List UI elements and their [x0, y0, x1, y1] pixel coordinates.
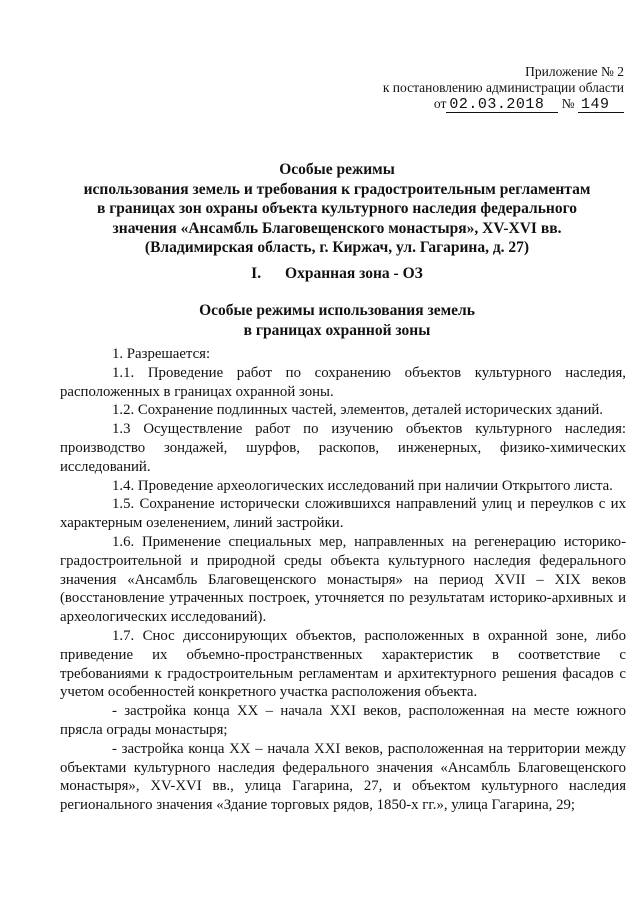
decree-date: 02.03.2018 [446, 97, 558, 113]
appendix-title: Приложение № 2 [525, 64, 624, 79]
date-prefix: от [433, 96, 447, 111]
paragraph: - застройка конца XX – начала XXI веков, расположенная на месте южного прясла ограды монастыря; [60, 703, 626, 738]
section-title: Охранная зона - ОЗ [285, 265, 423, 282]
document-body [60, 345, 626, 815]
paragraph: 1.4. Проведение археологических исследований при наличии Открытого листа. [112, 477, 613, 494]
paragraph: 1.2. Сохранение подлинных частей, элементов, деталей исторических зданий. [112, 402, 603, 419]
paragraph: 1.5. Сохранение исторически сложившихся направлений улиц и переулков с их характерным озеленением, линий застройки. [60, 496, 626, 532]
paragraph: 1. Разрешается: [112, 346, 211, 362]
paragraph: 1.3 Осуществление работ по изучению объектов культурного наследия: производство зондажей, шурфов, раскопов, инженерных, физико-химических исследований. [60, 421, 626, 475]
subtitle-line: Особые режимы использования земель [199, 302, 475, 319]
title-line: Особые режимы [279, 161, 395, 178]
title-line: (Владимирская область, г. Киржач, ул. Гагарина, д. 27) [144, 239, 530, 256]
decree-number: 149 [578, 97, 624, 113]
title-line: в границах зон охраны объекта культурного наследия федерального [97, 200, 577, 217]
appendix-date-line [383, 96, 624, 113]
document-title [60, 160, 614, 258]
section-subtitle [60, 301, 614, 340]
number-prefix: № [561, 96, 575, 111]
title-line: значения «Ансамбль Благовещенского монастыря», XV-XVI вв. [112, 219, 562, 237]
section-heading [60, 265, 614, 283]
paragraph: 1.7. Снос диссонирующих объектов, расположенных в охранной зоне, либо приведение их объемно-пространственных характеристик в соответствие с требованиями к градостроительным регламентам и архитектурного решения фасадов с учетом особенностей конкретного участка расположения объекта. [60, 627, 626, 701]
section-number: I. [251, 265, 262, 282]
subtitle-line: в границах охранной зоны [243, 321, 431, 339]
paragraph: 1.6. Применение специальных мер, направленных на регенерацию историко-градостроительной и природной среды объекта культурного наследия федерального значения «Ансамбль Благовещенского монастыря» на период XVII – XIX веков (восстановление утраченных построек, уточняется по результатам историко-архивных и археологических исследований). [60, 533, 626, 626]
appendix-decree-ref: к постановлению администрации области [382, 80, 624, 95]
title-line: использования земель и требования к градостроительным регламентам [83, 180, 591, 198]
paragraph: - застройка конца XX – начала XXI веков, расположенная на территории между объектами культурного наследия федерального значения «Ансамбль Благовещенского монастыря», XV-XVI вв., улица Гагарина, 27, и объектом культурного наследия регионального значения «Здание торговых рядов, 1850-х гг.», улица Гагарина, 29; [60, 740, 626, 814]
paragraph: 1.1. Проведение работ по сохранению объектов культурного наследия, расположенных в границах охранной зоны. [60, 364, 626, 400]
appendix-header [383, 64, 624, 113]
